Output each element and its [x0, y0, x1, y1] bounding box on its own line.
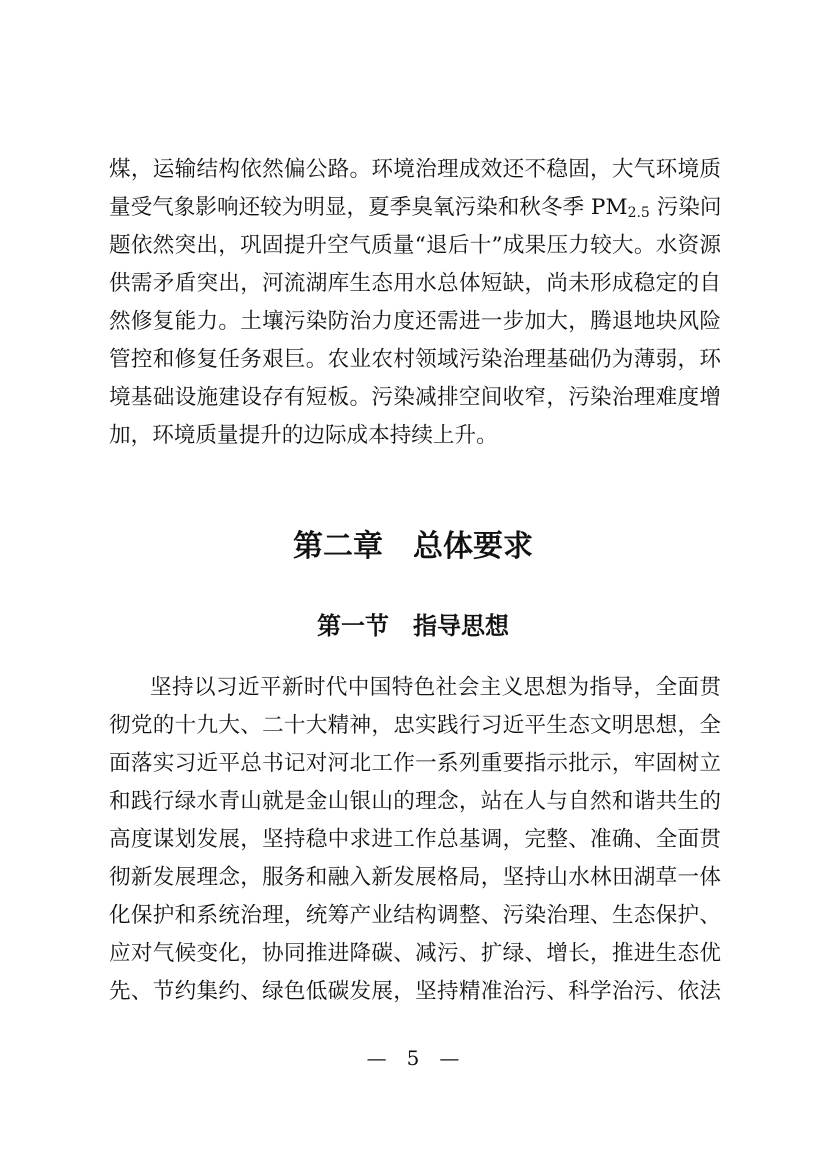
page-number: — 5 —: [366, 1046, 460, 1070]
paragraph-line: 应对气候变化，协同推进降碳、减污、扩绿、增长，推进生态优: [109, 941, 721, 966]
paragraph-line: 先、节约集约、绿色低碳发展，坚持精准治污、科学治污、依法: [109, 979, 721, 1004]
paragraph-line: 彻党的十九大、二十大精神，忠实践行习近平生态文明思想，全: [109, 713, 721, 738]
paragraph-line: 面落实习近平总书记对河北工作一系列重要指示批示，牢固树立: [109, 751, 721, 776]
paragraph-line: 境基础设施建设存有短板。污染减排空间收窄，污染治理难度增: [109, 385, 721, 410]
section-title: 第一节 指导思想: [317, 612, 509, 640]
paragraph-line: 然修复能力。土壤污染防治力度还需进一步加大，腾退地块风险: [109, 309, 721, 334]
paragraph-line: 煤，运输结构依然偏公路。环境治理成效还不稳固，大气环境质: [109, 157, 721, 182]
paragraph-line: 高度谋划发展，坚持稳中求进工作总基调，完整、准确、全面贯: [109, 827, 721, 852]
paragraph-line: 和践行绿水青山就是金山银山的理念，站在人与自然和谐共生的: [109, 789, 721, 814]
paragraph-line: 加，环境质量提升的边际成本持续上升。: [109, 423, 498, 448]
chapter-title: 第二章 总体要求: [293, 529, 533, 564]
pm-subscript: 2.5: [627, 205, 650, 221]
paragraph-line: 管控和修复任务艰巨。农业农村领域污染治理基础仍为薄弱，环: [109, 347, 721, 372]
paragraph-line: 题依然突出，巩固提升空气质量“退后十”成果压力较大。水资源: [109, 233, 721, 258]
paragraph-line: 供需矛盾突出，河流湖库生态用水总体短缺，尚未形成稳定的自: [109, 271, 721, 296]
paragraph-line-with-subscript: [109, 190, 721, 226]
paragraph-line: 彻新发展理念，服务和融入新发展格局，坚持山水林田湖草一体: [109, 865, 721, 890]
paragraph-line: 坚持以习近平新时代中国特色社会主义思想为指导，全面贯: [150, 675, 721, 700]
paragraph-line: 化保护和系统治理，统筹产业结构调整、污染治理、生态保护、: [109, 903, 721, 928]
line-text: 量受气象影响还较为明显，夏季臭氧污染和秋冬季 PM: [109, 195, 628, 220]
line-text-tail: 污染问: [649, 195, 722, 220]
